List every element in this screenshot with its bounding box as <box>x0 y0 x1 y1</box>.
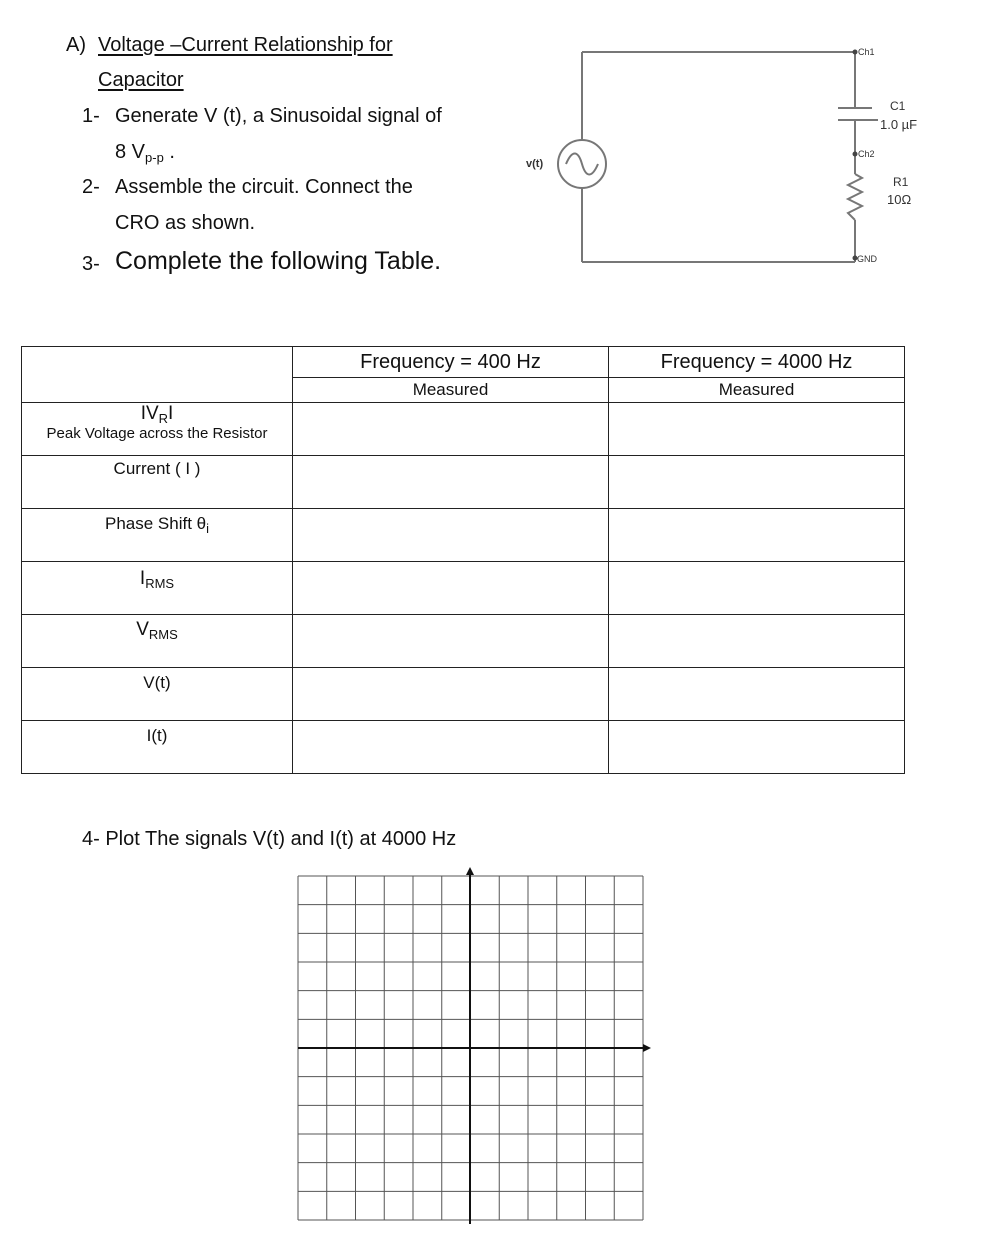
header-freq-4000: Frequency = 4000 Hz <box>609 347 905 378</box>
section-title-line1: Voltage –Current Relationship for <box>98 34 393 56</box>
cell-vt-400[interactable] <box>293 668 609 721</box>
resistor-value: 10Ω <box>887 192 912 207</box>
table-row <box>22 509 905 562</box>
irms-main: I <box>139 568 146 589</box>
header-measured-400: Measured <box>293 378 609 403</box>
step-1-continued <box>115 140 175 164</box>
step-4-text: 4- Plot The signals V(t) and I(t) at 4000 Hz <box>82 828 457 850</box>
cell-irms-400[interactable] <box>293 562 609 615</box>
sine-symbol <box>566 154 598 175</box>
table-row <box>22 668 905 721</box>
cell-current-4000[interactable] <box>609 456 905 509</box>
phase-subscript: i <box>206 521 209 536</box>
step-1-value: 8 V <box>115 141 146 163</box>
step-1-number: 1- <box>82 105 100 127</box>
cell-irms-4000[interactable] <box>609 562 905 615</box>
vr-end: I <box>168 403 174 424</box>
circuit-diagram <box>520 36 940 272</box>
cell-it-4000[interactable] <box>609 721 905 774</box>
step-2-continued: CRO as shown. <box>115 212 256 234</box>
plot-grid[interactable] <box>296 866 656 1224</box>
vr-subscript: R <box>158 411 169 426</box>
cell-vr-400[interactable] <box>293 403 609 456</box>
step-2-text: Assemble the circuit. Connect the <box>115 176 413 198</box>
table-row <box>22 456 905 509</box>
vr-main: IV <box>140 403 159 424</box>
section-letter: A) <box>66 34 86 56</box>
table-row <box>22 615 905 668</box>
table-corner-cell <box>22 347 293 403</box>
cell-vrms-400[interactable] <box>293 615 609 668</box>
row-label-irms <box>22 562 293 615</box>
ch2-label: Ch2 <box>858 149 875 159</box>
cell-current-400[interactable] <box>293 456 609 509</box>
step-1-end: . <box>163 141 175 163</box>
resistor-zigzag <box>848 174 862 220</box>
vrms-subscript: RMS <box>148 627 178 642</box>
row-label-current <box>22 456 293 509</box>
source-label: v(t) <box>526 158 544 170</box>
ch1-node <box>853 50 858 55</box>
row-label-vrms <box>22 615 293 668</box>
step-2-number: 2- <box>82 176 100 198</box>
vrms-main: V <box>136 619 149 640</box>
step-1-value-subscript: p-p <box>145 150 164 165</box>
table-row <box>22 403 905 456</box>
header-freq-400: Frequency = 400 Hz <box>293 347 609 378</box>
measurement-table <box>21 346 905 774</box>
step-3-text: Complete the following Table. <box>115 247 442 275</box>
y-axis-arrow <box>466 867 474 875</box>
irms-subscript: RMS <box>145 576 175 591</box>
row-label-phase <box>22 509 293 562</box>
it-label: I(t) <box>146 726 168 745</box>
phase-main: Phase Shift θ <box>104 514 207 533</box>
vr-description: Peak Voltage across the Resistor <box>46 425 268 442</box>
capacitor-value: 1.0 µF <box>880 117 918 132</box>
x-axis-arrow <box>643 1044 651 1052</box>
vt-label: V(t) <box>143 673 171 692</box>
gnd-label: GND <box>857 254 877 264</box>
cell-phase-400[interactable] <box>293 509 609 562</box>
table-row <box>22 562 905 615</box>
resistor-name: R1 <box>893 175 909 189</box>
cell-phase-4000[interactable] <box>609 509 905 562</box>
cell-it-400[interactable] <box>293 721 609 774</box>
cell-vt-4000[interactable] <box>609 668 905 721</box>
step-3-number: 3- <box>82 253 100 275</box>
table-row <box>22 721 905 774</box>
row-label-vt <box>22 668 293 721</box>
ch1-label: Ch1 <box>858 47 875 57</box>
current-label: Current ( I ) <box>113 459 201 478</box>
capacitor-name: C1 <box>890 99 906 113</box>
row-label-vr <box>22 403 293 456</box>
section-title-line2: Capacitor <box>98 69 184 91</box>
ch2-node <box>853 152 858 157</box>
step-1-text: Generate V (t), a Sinusoidal signal of <box>115 105 442 127</box>
row-label-it <box>22 721 293 774</box>
header-measured-4000: Measured <box>609 378 905 403</box>
cell-vr-4000[interactable] <box>609 403 905 456</box>
cell-vrms-4000[interactable] <box>609 615 905 668</box>
